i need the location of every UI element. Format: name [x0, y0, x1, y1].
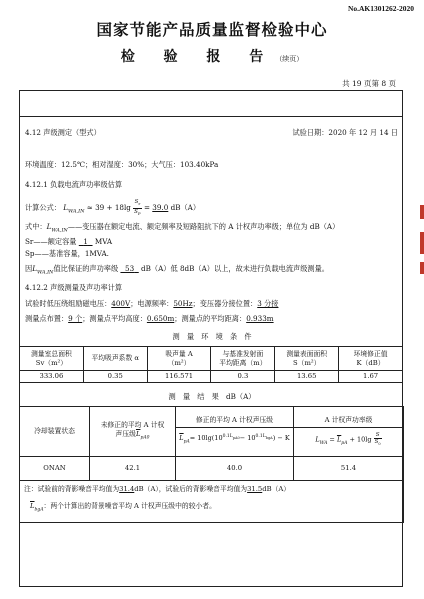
edge-mark-1: [420, 205, 424, 219]
formula-eq: ≈ 39 + 18lg: [86, 203, 131, 212]
formula-lhs: L: [63, 203, 69, 212]
environment-table: [19, 346, 403, 383]
sp-line: Sp——基准容量，1MVA.: [25, 249, 109, 258]
cond-lhs: L: [32, 264, 37, 273]
test-date: 试验日期：2020 年 12 月 14 日: [292, 128, 398, 137]
row-corrected: 40.0: [176, 457, 294, 481]
note-1: 注：试验前的背影噪音平均值为31.4dB（A），试验后的背影噪音平均值为31.5dB（A）: [24, 485, 291, 493]
env-header-cell: 吸声量 A （m²）: [147, 347, 211, 371]
note-bg-before: 31.4: [119, 485, 135, 493]
env-value-cell: 1.67: [339, 371, 403, 383]
cond-value-text: 53: [125, 264, 135, 273]
formula-line: [25, 198, 200, 221]
divider-top: [19, 116, 403, 117]
cond-lhs-sub: WA,IN: [36, 269, 54, 276]
cond-line: [25, 264, 329, 277]
env-value-row: [20, 371, 403, 383]
cond-suffix: dB（A）低 8dB（A）以上，故未进行负载电流声级测量。: [141, 264, 329, 273]
height-label: ；测量点平均高度：: [82, 314, 147, 323]
points-value: 9 个: [68, 314, 83, 323]
formula-lhs-sub: WA,IN: [68, 208, 85, 215]
env-header-cell: 测量室总面积 Sv（m²）: [20, 347, 84, 371]
edge-mark-3: [420, 262, 424, 274]
formula-label: 计算公式：: [25, 203, 61, 212]
frac-num: S: [134, 199, 139, 206]
env-value-cell: 13.65: [275, 371, 339, 383]
where-desc: ——变压器在额定电流、额定频率及短路阻抗下的 A 计权声功率级；单位为 dB（A）: [67, 222, 340, 231]
where-line: [25, 222, 339, 235]
cond-mid: 值比保证的声功率级: [53, 264, 119, 273]
formula-fraction: [133, 199, 141, 216]
tap-value: 3 分接: [257, 299, 279, 308]
env-header-cell: 环境修正值 K（dB）: [339, 347, 403, 371]
results-title: 测 量 结 果 dB（A）: [168, 392, 256, 401]
page-info: 共 19 页第 8 页: [342, 79, 396, 88]
distance-label: ；测量点的平均距离：: [174, 314, 247, 323]
row-sound-power: 51.4: [294, 457, 404, 481]
section-title: 4.12 声级测定（型式）: [25, 128, 101, 137]
report-title: [0, 46, 424, 66]
frac-den-sub: P: [137, 210, 141, 216]
measurement-points: [25, 314, 274, 324]
sr-value: [79, 237, 93, 246]
lpa0-symbol: $\overline{L}$: [135, 429, 141, 438]
sr-unit: MVA: [94, 237, 113, 246]
sr-value-text: 1: [83, 237, 88, 246]
cond-prefix: 因: [25, 264, 33, 273]
tap-label: ；变压器分接位置：: [192, 299, 258, 308]
row-uncorrected: 42.1: [90, 457, 176, 481]
notes-row: [20, 481, 404, 523]
cooling-state-header: 冷却装置状态: [20, 407, 90, 457]
height-value: 0.650m: [146, 314, 175, 323]
corrected-header: 修正的平均 A 计权声压级 $\overline{L}_{pA}= 10\lg(10^{0.1L_{pA0}}- 10^{0.1L_{bgA}}) - K$: [176, 407, 294, 457]
subsection-4121-title: 4.12.1 负载电流声功率级估算: [25, 180, 123, 189]
subsection-4122-title: 4.12.2 声级测量及声功率计算: [25, 283, 123, 292]
results-header-row: [20, 407, 404, 457]
frac-den: S: [134, 208, 138, 215]
sr-line: [25, 237, 112, 247]
cond-value: [120, 264, 138, 273]
voltage-label: 试验时低压绕组励磁电压：: [25, 299, 112, 308]
formula-value: 39.0: [152, 203, 169, 212]
env-header-cell: 与基准发射面 平均距离（m）: [211, 347, 275, 371]
results-row: [20, 457, 404, 481]
env-table-title: 测 量 环 境 条 件: [172, 332, 252, 341]
sr-prefix: Sr——额定容量: [25, 237, 77, 246]
environment-conditions: 环境温度：12.5℃；相对湿度：30%；大气压：103.40kPa: [25, 160, 219, 169]
notes-cell: [20, 481, 404, 523]
continued-label: （续页）: [275, 55, 304, 63]
points-label: 测量点布置：: [25, 314, 69, 323]
document-number: No.AK1301262-2020: [347, 4, 414, 13]
voltage-value: 400V: [111, 299, 131, 308]
freq-label: ；电源频率：: [130, 299, 174, 308]
results-table: [19, 406, 404, 523]
formula-eq2: =: [143, 203, 150, 212]
note-2: $\overline{L}_{bgA}$：两个计算出的背景噪音平均 A 计权声压级中的较小者。: [30, 502, 216, 513]
organization-title: 国家节能产品质量监督检验中心: [96, 21, 328, 39]
report-title-text: 检 验 报 告: [120, 49, 276, 65]
where-prefix: 式中：: [25, 222, 47, 231]
formula-unit: dB（A）: [170, 203, 201, 212]
env-value-cell: 116.571: [147, 371, 211, 383]
freq-value: 50Hz: [173, 299, 193, 308]
note-bg-after: 31.5: [247, 485, 263, 493]
row-label: ONAN: [20, 457, 90, 481]
frac-num-sub: r: [138, 201, 141, 207]
env-value-cell: 333.06: [20, 371, 84, 383]
sound-power-fraction: $\frac{S}{S_0}$: [374, 431, 381, 446]
env-value-cell: 0.3: [211, 371, 275, 383]
env-header-cell: 平均吸声系数 α: [83, 347, 147, 371]
env-header-row: [20, 347, 403, 371]
test-conditions: [25, 299, 278, 309]
sound-power-header: A 计权声功率级 $L_{WA} = \overline{L}_{pA} + 10\lg$ $\frac{S}{S_0}$: [294, 407, 404, 457]
env-header-cell: 测量表面面积 S（m²）: [275, 347, 339, 371]
env-value-cell: 0.35: [83, 371, 147, 383]
where-lhs-sub: WA,IN: [51, 227, 68, 234]
edge-mark-2: [420, 232, 424, 254]
distance-value: 0.933m: [246, 314, 274, 323]
uncorrected-header: 未修正的平均 A 计权 声压级$\overline{L}_{pA0}$: [90, 407, 176, 457]
where-lhs: L: [46, 222, 52, 231]
